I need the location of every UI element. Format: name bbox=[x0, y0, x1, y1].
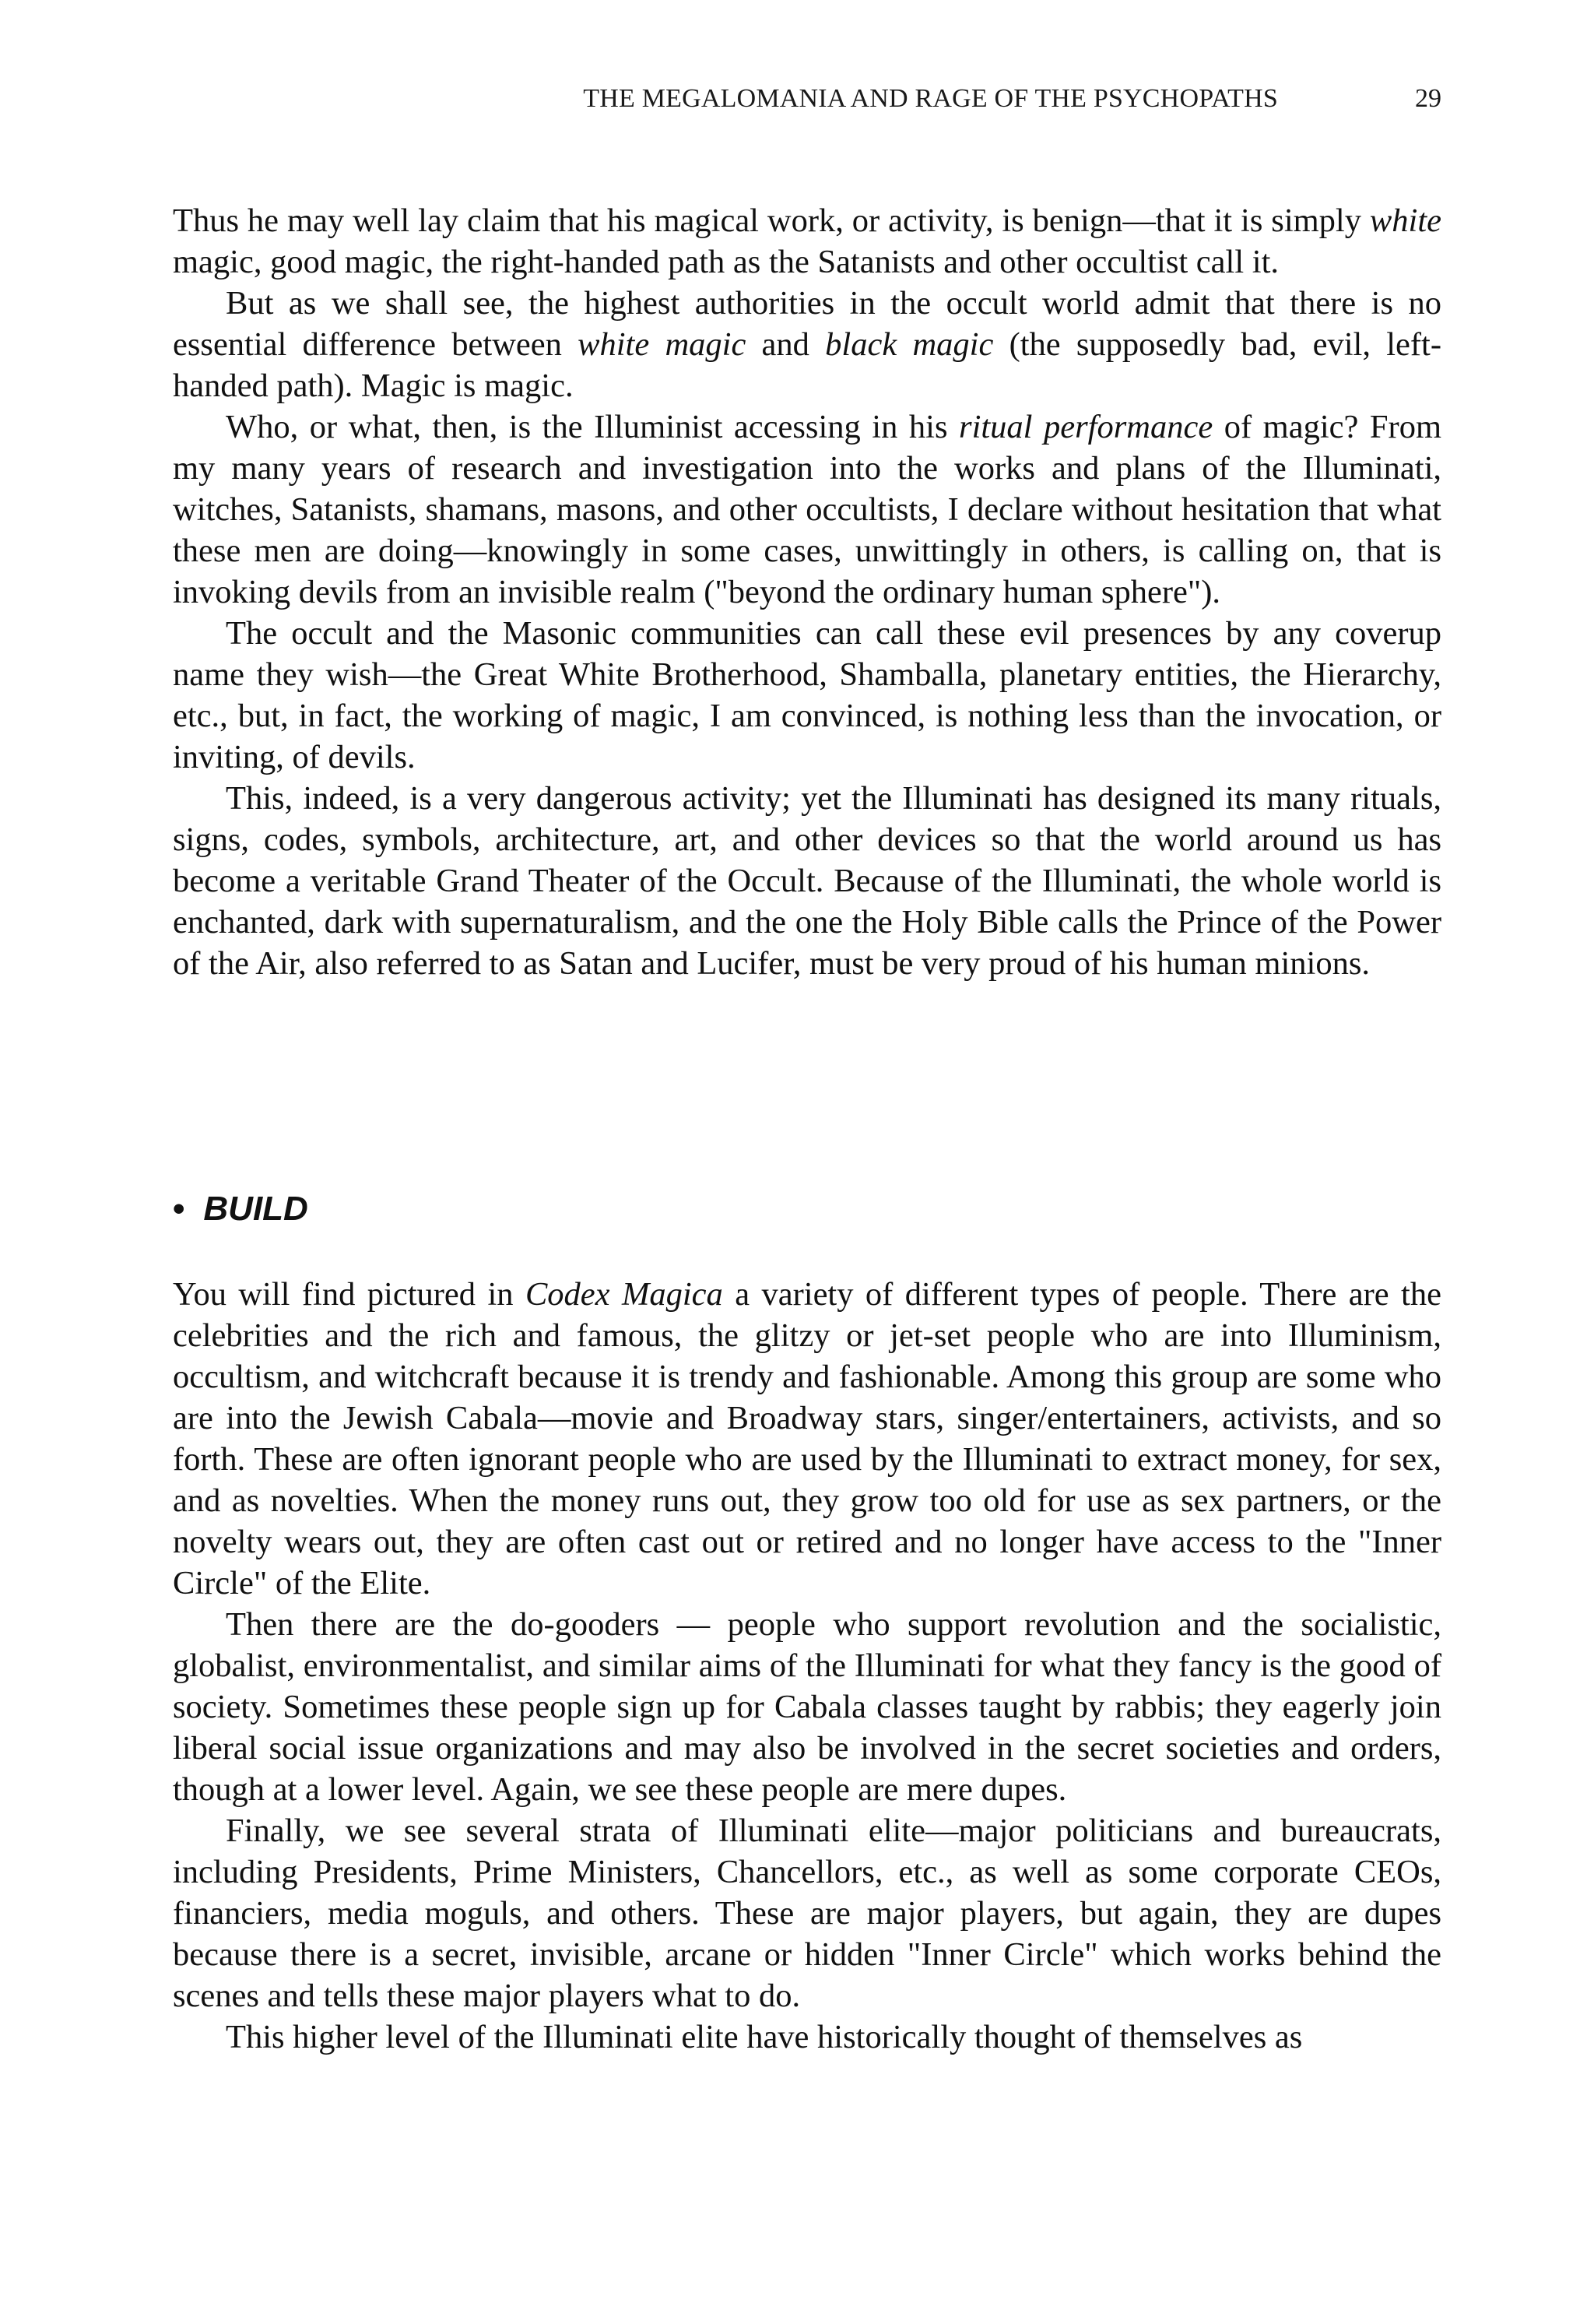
text-block-intro bbox=[173, 200, 1441, 984]
paragraph: Who, or what, then, is the Illuminist accessing in his ritual performance of magic? From my many years of research and investigation into the works and plans of the Illuminati, witches, Satanists, shamans, masons, and other occultists, I declare without hesitation that what these men are doing—knowingly in some cases, unwittingly in others, is calling on, that is invoking devils from an invisible realm ("beyond the ordinary human sphere"). bbox=[173, 409, 1441, 610]
italic-term: ritual performance bbox=[959, 409, 1213, 445]
section-heading bbox=[173, 1190, 308, 1236]
paragraph: This, indeed, is a very dangerous activity; yet the Illuminati has designed its many rituals, signs, codes, symbols, architecture, art, and other devices so that the world around us has become a veritable Grand Theater of the Occult. Because of the Illuminati, the whole world is enchanted, dark with supernaturalism, and the one the Holy Bible calls the Prince of the Power of the Air, also referred to as Satan and Lucifer, must be very proud of his human minions. bbox=[173, 780, 1441, 982]
text-block-build bbox=[173, 1274, 1441, 2058]
italic-term: white magic bbox=[578, 326, 746, 363]
paragraph: Then there are the do-gooders — people who support revolution and the socialistic, globalist, environmentalist, and similar aims of the Illuminati for what they fancy is the good of society. Sometimes these people sign up for Cabala classes taught by rabbis; they eagerly join liberal social issue organizations and may also be involved in the secret societies and orders, though at a lower level. Again, we see these people are mere dupes. bbox=[173, 1606, 1441, 1808]
section-heading-label: BUILD bbox=[203, 1190, 308, 1228]
running-header bbox=[173, 84, 1441, 123]
italic-term: white bbox=[1369, 202, 1441, 239]
italic-term: Codex Magica bbox=[525, 1276, 723, 1313]
italic-term: black magic bbox=[825, 326, 994, 363]
paragraph: This higher level of the Illuminati elite have historically thought of themselves as bbox=[226, 2019, 1303, 2055]
paragraph: You will find pictured in Codex Magica a variety of different types of people. There are the celebrities and the rich and famous, the glitzy or jet-set people who are into Illuminism, occultism, and witchcraft because it is trendy and fashionable. Among this group are some who are into the Jewish Cabala—movie and Broadway stars, singer/entertainers, activists, and so forth. These are often ignorant people who are used by the Illuminati to extract money, for sex, and as novelties. When the money runs out, they grow too old for use as sex partners, or the novelty wears out, they are often cast out or retired and no longer have access to the "Inner Circle" of the Elite. bbox=[173, 1276, 1441, 1601]
bullet-icon: • bbox=[173, 1190, 185, 1228]
page-number: 29 bbox=[1415, 84, 1441, 113]
paragraph: Thus he may well lay claim that his magical work, or activity, is benign—that it is simply white magic, good magic, the right-handed path as the Satanists and other occultist call it. bbox=[173, 202, 1441, 280]
paragraph: Finally, we see several strata of Illuminati elite—major politicians and bureaucrats, including Presidents, Prime Ministers, Chancellors, etc., as well as some corporate CEOs, financiers, media moguls, and others. These are major players, but again, they are dupes because there is a secret, invisible, arcane or hidden "Inner Circle" which works behind the scenes and tells these major players what to do. bbox=[173, 1812, 1441, 2014]
paragraph: The occult and the Masonic communities can call these evil presences by any coverup name they wish—the Great White Brotherhood, Shamballa, planetary entities, the Hierarchy, etc., but, in fact, the working of magic, I am convinced, is nothing less than the invocation, or inviting, of devils. bbox=[173, 615, 1441, 775]
paragraph: But as we shall see, the highest authorities in the occult world admit that there is no essential difference between white magic and black magic (the supposedly bad, evil, left-handed path). Magic is magic. bbox=[173, 285, 1441, 404]
running-title: THE MEGALOMANIA AND RAGE OF THE PSYCHOPATHS bbox=[583, 84, 1278, 113]
